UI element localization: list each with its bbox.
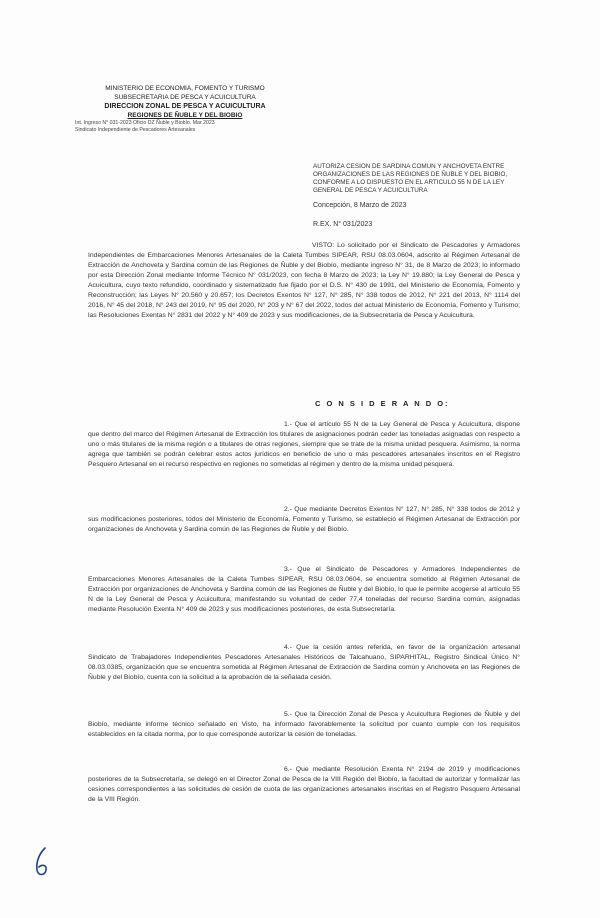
considerando-6: 6.- Que mediante Resolución Exenta N° 2194 de 2019 y modificaciones posteriores de la Subsecretaría, se delegó en el Director Zonal de Pesca de la VIII Región del Biobío, la facultad de autorizar y formalizar las cesiones correspondientes a las solicitudes de cesión de cuota de las organizaciones artesanales inscritas en el Registro Pesquero Artesanal de la VIII Región.	[88, 766, 520, 803]
place-date: Concepción, 8 Marzo de 2023	[313, 202, 407, 209]
considerando-5: 5.- Que la Dirección Zonal de Pesca y Acuicultura Regiones de Ñuble y del Biobío, mediante informe técnico señalado en Visto, ha informado favorablemente la solicitud por cuanto cumple con los requisitos establecidos en la citada norma, por lo que corresponde autorizar la cesión de toneladas.	[88, 711, 520, 738]
visto-paragraph: VISTO: Lo solicitado por el Sindicato de Pescadores y Armadores Independientes de Embarcaciones Menores Artesanales de la Caleta Tumbes SIPEAR, RSU 08.03.0604, adscrito al Régimen Artesanal de Extracción de Anchoveta y Sardina común de las Regiones de Ñuble y del Biobío, mediante ingreso N° 31, de 8 Marzo de 2023; lo informado por esta Dirección Zonal mediante Informe Técnico N° 031/2023, con fecha 8 Marzo de 2023; la Ley N° 19.880; la Ley General de Pesca y Acuicultura, cuyo texto refundido, coordinado y sistematizado fue fijado por el D.S. N° 430 de 1991, del Ministerio de Economía, Fomento y Reconstrucción; las Leyes N° 20.560 y 20.657; los Decretos Exentos N° 127, N° 285, N° 338 todos de 2012, N° 221 del 2013, N° 1114 del 2016, N° 45 del 2018, N° 243 del 2019, N° 95 del 2020, N° 203 y N° 67 del 2022, todos del actual Ministerio de Economía, Fomento y Turismo; las Resoluciones Exentas N° 2831 del 2022 y N° 409 de 2023 y sus modificaciones, de la Subsecretaría de Pesca y Acuicultura.	[88, 242, 520, 319]
resolution-number: R.EX. N° 031/2023	[313, 221, 373, 228]
considerando-4: 4.- Que la cesión antes referida, en favor de la organización artesanal Sindicato de Trabajadores Independientes Pescadores Artesanales Históricos de Talcahuano, SIPARHITAL, Registro Sindical Único N° 08.03.0385, organización que se encuentra sometida al Régimen Artesanal de Extracción de Sardina común y Anchoveta en las Regiones de Ñuble y del Biobío, cuenta con la solicitud a la aprobación de la señalada cesión.	[88, 644, 520, 681]
regiones-line: REGIONES DE ÑUBLE Y DEL BIOBIO	[127, 112, 243, 119]
handwritten-initial-mark	[33, 846, 53, 878]
direccion-zonal-line: DIRECCION ZONAL DE PESCA Y ACUICULTURA	[104, 103, 266, 110]
considerando-2: 2.- Que mediante Decretos Exentos N° 127, N° 285, N° 338 todos de 2012 y sus modificaciones posteriores, todos del Ministerio de Economía, Fomento y Turismo, se estableció el Régimen Artesanal de Extracción por organizaciones de Anchoveta y Sardina común de las Regiones de Ñuble y del Biobío.	[88, 506, 520, 533]
considerando-1: 1.- Que el artículo 55 N de la Ley General de Pesca y Acuicultura, dispone que dentro del marco del Régimen Artesanal de Extracción los titulares de asignaciones podrán ceder las toneladas asignadas con respecto a uno o más titulares de la misma región o a titulares de otras regiones, siempre que se trate de la misma unidad pesquera. Asimismo, la norma agrega que también se podrán celebrar estos actos jurídicos en beneficio de uno o más pescadores artesanales inscritos en el Registro Pesquero Artesanal en el recurso respectivo en regiones no sometidas al régimen y dentro de la misma unidad pesquera.	[88, 421, 520, 468]
considerando-title: C O N S I D E R A N D O:	[315, 399, 450, 408]
considerando-3: 3.- Que el Sindicato de Pescadores y Armadores Independientes de Embarcaciones Menores Artesanales de la Caleta Tumbes SIPEAR, RSU 08.03.0604, se encuentra sometido al Régimen Artesanal de Extracción por organizaciones de Anchoveta y Sardina común de las Regiones de Ñuble y del Biobío, lo que le permite acogerse al artículo 55 N de la Ley General de Pesca y Acuicultura, manifestando su voluntad de ceder 77,4 toneladas del recurso Sardina común, asignadas mediante Resolución Exenta N° 409 de 2023 y sus modificaciones posteriores, de esta Subsecretaría.	[88, 566, 520, 613]
resolution-subject: AUTORIZA CESION DE SARDINA COMUN Y ANCHOVETA ENTRE ORGANIZACIONES DE LAS REGIONES DE ÑUBLE Y DEL BIOBIO, CONFORME A LO DISPUESTO EN EL ARTICULO 55 N DE LA LEY GENERAL DE PESCA Y ACUICULTURA	[313, 163, 508, 194]
letterhead	[75, 84, 295, 134]
subsecretaria-line: SUBSECRETARIA DE PESCA Y ACUICULTURA	[114, 94, 256, 101]
reference-line-1: Int. Ingreso N° 031-2023 Oficio DZ Ñuble y Biobío. Mar 2023	[75, 120, 215, 126]
reference-line-2: Sindicato Independiente de Pescadores Artesanales	[75, 127, 196, 133]
ministry-line: MINISTERIO DE ECONOMIA, FOMENTO Y TURISMO	[105, 85, 265, 92]
